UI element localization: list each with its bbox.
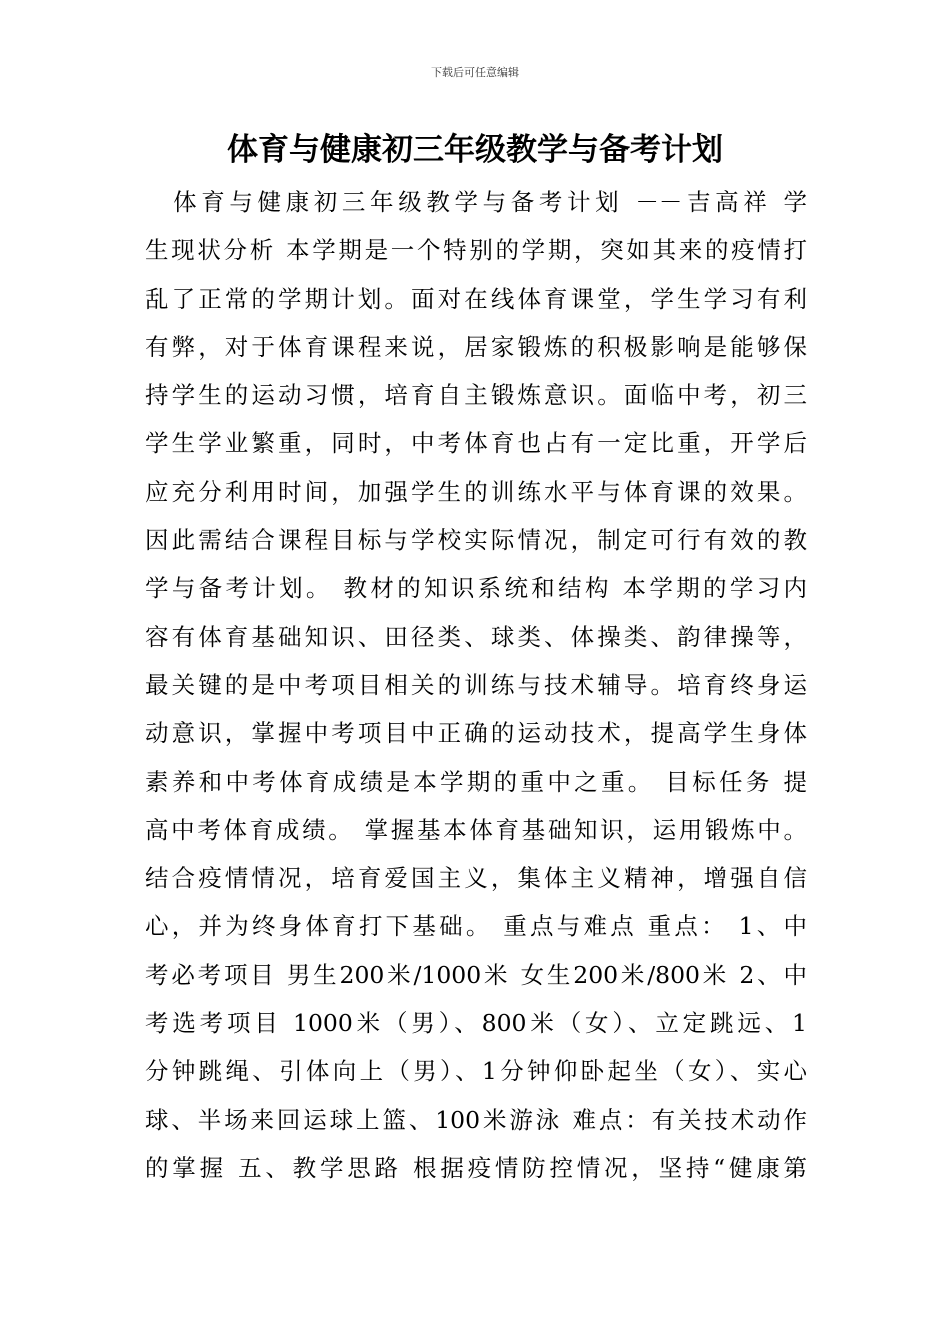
body-line: 考选考项目 1000米（男）、800米（女）、立定跳远、1 [145,1009,807,1038]
body-line: 考必考项目 男生200米/1000米 女生200米/800米 2、中 [145,960,807,989]
body-line: 素养和中考体育成绩是本学期的重中之重。 目标任务 提 [145,767,807,796]
body-line: 持学生的运动习惯，培育自主锻炼意识。面临中考，初三 [145,381,807,410]
body-line: 分钟跳绳、引体向上（男）、1分钟仰卧起坐（女）、实心 [145,1057,807,1086]
body-text [145,178,807,1192]
header-note: 下载后可任意编辑 [431,66,519,79]
body-line: 结合疫情情况，培育爱国主义，集体主义精神，增强自信 [145,864,807,893]
body-line: 学与备考计划。 教材的知识系统和结构 本学期的学习内 [145,574,807,603]
body-line: 容有体育基础知识、田径类、球类、体操类、韵律操等， [145,622,807,651]
body-line: 体育与健康初三年级教学与备考计划 －－吉高祥 学 [145,188,807,216]
body-line: 动意识，掌握中考项目中正确的运动技术，提高学生身体 [145,719,807,748]
body-line: 有弊，对于体育课程来说，居家锻炼的积极影响是能够保 [145,332,807,361]
body-line: 乱了正常的学期计划。面对在线体育课堂，学生学习有利 [145,284,807,313]
body-line: 高中考体育成绩。 掌握基本体育基础知识，运用锻炼中。 [145,815,807,844]
body-line: 的掌握 五、教学思路 根据疫情防控情况，坚持“健康第 [145,1153,807,1182]
body-line: 心，并为终身体育打下基础。 重点与难点 重点： 1、中 [145,912,807,941]
body-line: 最关键的是中考项目相关的训练与技术辅导。培育终身运 [145,670,807,699]
body-line: 球、半场来回运球上篮、100米游泳 难点：有关技术动作 [145,1105,807,1134]
body-line: 学生学业繁重，同时，中考体育也占有一定比重，开学后 [145,429,807,458]
body-line: 因此需结合课程目标与学校实际情况，制定可行有效的教 [145,526,807,555]
document-title: 体育与健康初三年级教学与备考计划 [227,132,723,168]
body-line: 应充分利用时间，加强学生的训练水平与体育课的效果。 [145,477,807,506]
body-line: 生现状分析 本学期是一个特别的学期，突如其来的疫情打 [145,236,807,265]
